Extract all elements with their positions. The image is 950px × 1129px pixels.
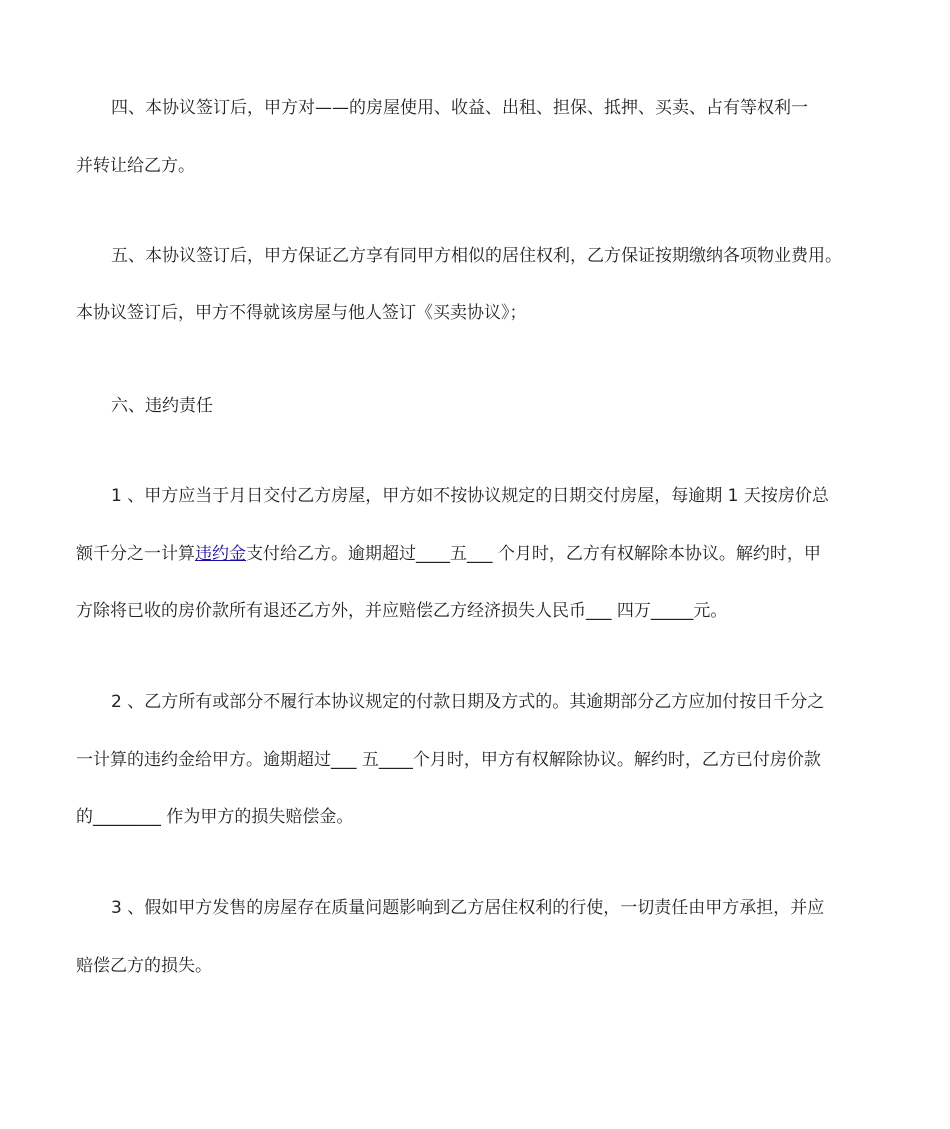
item1-line2-text-b: 支付给乙方。逾期超过____五___ 个月时，乙方有权解除本协议。解约时，甲: [246, 544, 821, 564]
penalty-link[interactable]: 违约金: [195, 544, 246, 564]
item1-line1: 1 、甲方应当于月日交付乙方房屋，甲方如不按协议规定的日期交付房屋，每逾期 1 天按房价总: [111, 486, 829, 506]
section4-line2: 并转让给乙方。: [76, 156, 195, 176]
item1-line3: 方除将已收的房价款所有退还乙方外，并应赔偿乙方经济损失人民币___ 四万_____元。: [76, 601, 728, 621]
item3-line2: 赔偿乙方的损失。: [76, 956, 212, 976]
item3-line1: 3 、假如甲方发售的房屋存在质量问题影响到乙方居住权利的行使，一切责任由甲方承担，并应: [111, 898, 825, 918]
item2-line3: 的________ 作为甲方的损失赔偿金。: [76, 807, 354, 827]
section5-line2: 本协议签订后，甲方不得就该房屋与他人签订《买卖协议》；: [76, 303, 527, 323]
item2-line2: 一计算的违约金给甲方。逾期超过___ 五____个月时，甲方有权解除协议。解约时，乙方已付房价款: [76, 750, 821, 770]
section5-line1: 五、本协议签订后，甲方保证乙方享有同甲方相似的居住权利，乙方保证按期缴纳各项物业费用。: [111, 246, 842, 266]
item1-line2-text-a: 额千分之一计算: [76, 544, 195, 564]
item2-line1: 2 、乙方所有或部分不履行本协议规定的付款日期及方式的。其逾期部分乙方应加付按日千分之: [111, 692, 825, 712]
section4-line1: 四、本协议签订后，甲方对——的房屋使用、收益、出租、担保、抵押、买卖、占有等权利一: [111, 98, 808, 118]
item1-line2: [76, 543, 821, 565]
section6-heading: 六、违约责任: [111, 396, 213, 416]
